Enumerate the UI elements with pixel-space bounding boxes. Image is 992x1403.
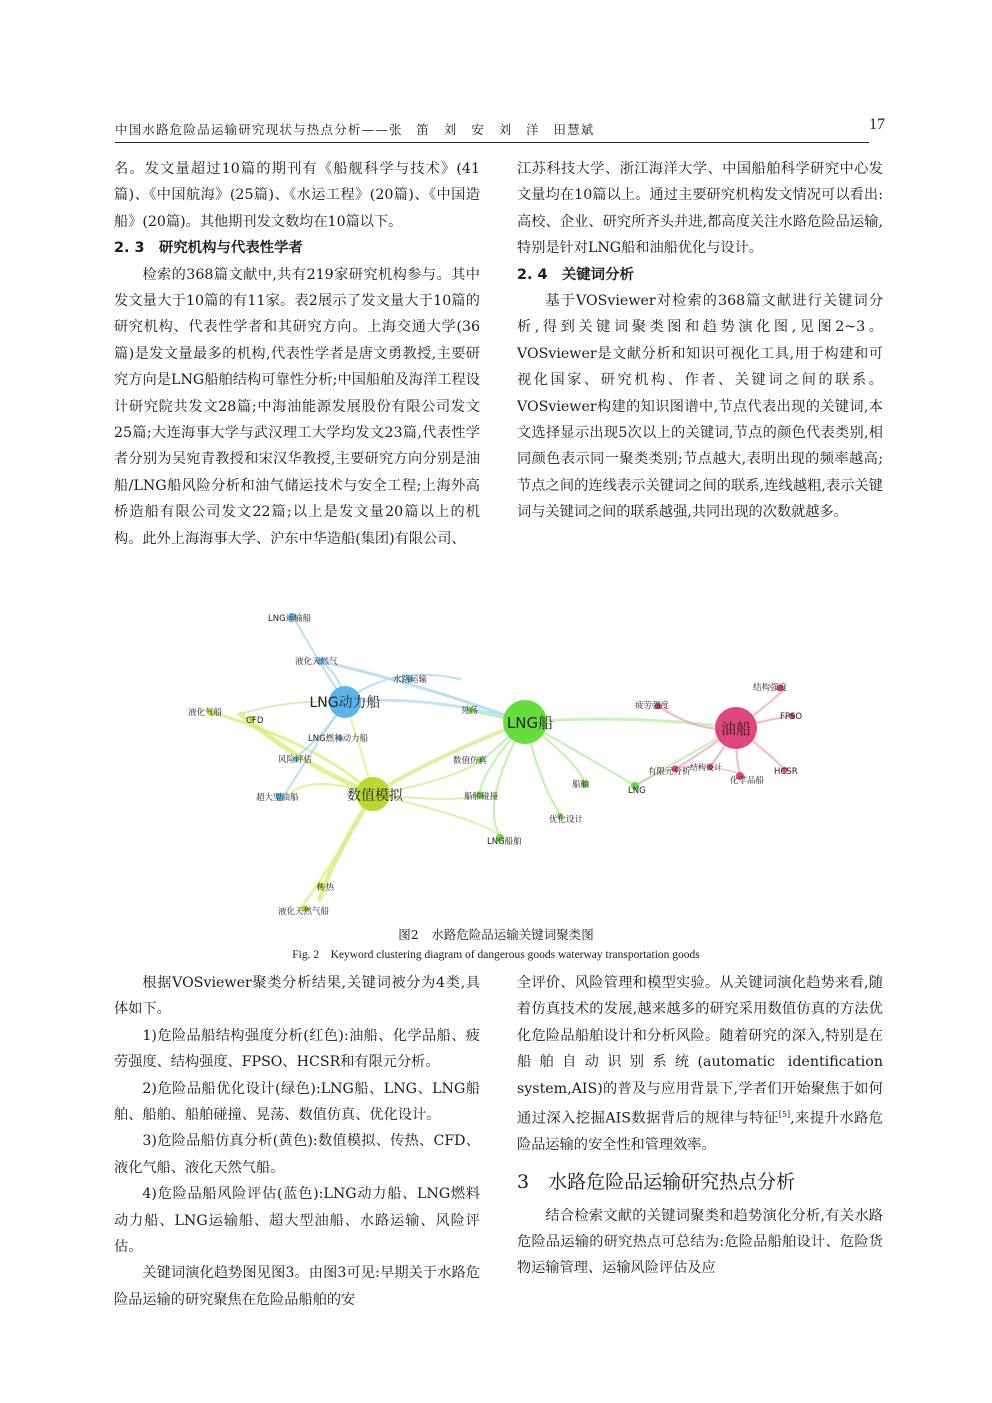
left-column-bottom — [114, 970, 480, 1313]
svg-text:LNG动力船: LNG动力船 — [309, 695, 381, 711]
svg-text:船舶: 船舶 — [572, 780, 590, 790]
paragraph: 基于VOSviewer对检索的368篇文献进行关键词分析,得到关键词聚类图和趋势演化图,见图2~3。VOSviewer是文献分析和知识可视化工具,用于构建和可视化国家、研究机构、作者、关键词之间的联系。VOSviewer构建的知识图谱中,节点代表出现的关键词,本文选择显示出现5次以上的关键词,节点的颜色代表类别,相同颜色表示同一聚类类别;节点越大,表明出现的频率越高;节点之间的连线表示关键词之间的联系,连线越粗,表示关键词与关键词之间的联系越强,共同出现的次数就越多。 — [517, 293, 883, 521]
reference-marker: [5] — [778, 1110, 791, 1120]
figure-caption-en: Fig. 2 Keyword clustering diagram of dangerous goods waterway transportation goods — [292, 949, 700, 961]
left-column-top — [114, 156, 480, 552]
svg-text:HCSR: HCSR — [774, 767, 798, 777]
paragraph: 江苏科技大学、浙江海洋大学、中国船舶科学研究中心发文量均在10篇以上。通过主要研究机构发文情况可以看出:高校、企业、研究所齐头并进,都高度关注水路危险品运输,特别是针对LNG船和油船优化与设计。 — [517, 161, 883, 257]
paragraph: 3)危险品船仿真分析(黄色):数值模拟、传热、CFD、液化气船、液化天然气船。 — [114, 1133, 480, 1176]
svg-text:LNG运输船: LNG运输船 — [268, 614, 312, 624]
paragraph: 关键词演化趋势图见图3。由图3可见:早期关于水路危险品运输的研究聚焦在危险品船舶的安 — [114, 1265, 480, 1308]
node-lng-power — [309, 686, 380, 718]
svg-text:水路运输: 水路运输 — [393, 675, 428, 685]
paragraph: 名。发文量超过10篇的期刊有《船舰科学与技术》(41篇)、《中国航海》(25篇)、《水运工程》(20篇)、《中国造船》(20篇)。其他期刊发文数均在10篇以下。 — [114, 161, 480, 230]
svg-text:油船: 油船 — [720, 720, 752, 738]
page-number: 17 — [869, 116, 885, 133]
paragraph: 结合检索文献的关键词聚类和趋势演化分析,有关水路危险品运输的研究热点可总结为:危险品船舶设计、危险货物运输管理、运输风险评估及应 — [517, 1207, 883, 1277]
svg-text:疲劳强度: 疲劳强度 — [635, 701, 670, 711]
svg-text:液化气船: 液化气船 — [188, 708, 223, 718]
svg-text:传热: 传热 — [317, 883, 335, 893]
paragraph: 1)危险品船结构强度分析(红色):油船、化学品船、疲劳强度、结构强度、FPSO、HCSR和有限元分析。 — [114, 1027, 480, 1071]
svg-text:LNG船: LNG船 — [506, 714, 554, 732]
paragraph: 检索的368篇文献中,共有219家研究机构参与。其中发文量大于10篇的有11家。表2展示了发文量大于10篇的研究机构、代表性学者和其研究方向。上海交通大学(36篇)是发文量最多的机构,代表性学者是唐文勇教授,主要研究方向是LNG船舶结构可靠性分析;中国船舶及海洋工程设计研究院共发文28篇;中海油能源发展股份有限公司发文25篇;大连海事大学与武汉理工大学均发文23篇,代表性学者分别为吴宛青教授和宋汉华教授,主要研究方向分别是油船/LNG船风险分析和油气储运技术与安全工程;上海外高桥造船有限公司发文22篇;以上是发文量20篇以上的机构。此外上海海事大学、沪东中华造船(集团)有限公司、 — [114, 266, 480, 547]
svg-text:LNG燃料动力船: LNG燃料动力船 — [308, 734, 369, 744]
svg-text:优化设计: 优化设计 — [549, 815, 584, 825]
svg-text:晃荡: 晃荡 — [461, 706, 479, 716]
svg-text:数值模拟: 数值模拟 — [347, 788, 403, 804]
svg-text:CFD: CFD — [246, 716, 264, 726]
svg-text:超大型油船: 超大型油船 — [256, 793, 299, 803]
section-heading-3: 3 水路危险品运输研究热点分析 — [517, 1170, 796, 1193]
paragraph-text: ,来提升水路危险品运输的安全性和管理效率。 — [517, 1110, 883, 1154]
node-tanker — [715, 707, 757, 749]
paragraph: 2)危险品船优化设计(绿色):LNG船、LNG、LNG船舶、船舶、船舶碰撞、晃荡、数值仿真、优化设计。 — [114, 1080, 480, 1124]
svg-text:液化天然气船: 液化天然气船 — [278, 907, 330, 917]
keyword-cluster-figure — [180, 604, 820, 924]
figure-caption-cn: 图2 水路危险品运输关键词聚类图 — [398, 927, 594, 942]
header-title: 中国水路危险品运输研究现状与热点分析——张 笛 刘 安 刘 洋 田慧斌 — [115, 122, 595, 137]
section-heading-2-3: 2. 3 研究机构与代表性学者 — [114, 240, 303, 257]
keyword-network-svg — [180, 604, 820, 924]
svg-text:结构强度: 结构强度 — [753, 683, 788, 693]
svg-text:LNG: LNG — [628, 786, 646, 796]
right-column-bottom — [517, 970, 883, 1282]
running-header — [115, 116, 885, 143]
svg-text:化学品船: 化学品船 — [730, 776, 765, 786]
paragraph — [517, 970, 883, 1159]
svg-text:船舶碰撞: 船舶碰撞 — [464, 792, 499, 802]
section-heading-2-4: 2. 4 关键词分析 — [517, 266, 634, 283]
svg-text:风险评估: 风险评估 — [278, 755, 313, 765]
paragraph: 根据VOSviewer聚类分析结果,关键词被分为4类,具体如下。 — [114, 975, 480, 1018]
svg-text:液化天然气: 液化天然气 — [295, 657, 338, 667]
svg-text:FPSO: FPSO — [780, 712, 803, 722]
svg-text:数值仿真: 数值仿真 — [453, 756, 488, 766]
right-column-top — [517, 156, 883, 526]
svg-text:结构设计: 结构设计 — [690, 763, 722, 772]
svg-text:有限元分析: 有限元分析 — [648, 767, 691, 777]
svg-text:LNG船舶: LNG船舶 — [487, 837, 522, 847]
paragraph-text: 全评价、风险管理和模型实验。从关键词演化趋势来看,随着仿真技术的发展,越来越多的研究采用数值仿真的方法优化危险品船舶设计和分析风险。随着研究的深入,特别是在船舶自动识别系统(automatic identification system,AIS)的普及与应用背景下,学者们开始聚焦于如何通过深入挖掘AIS数据背后的规律与特征 — [517, 975, 883, 1127]
paragraph: 4)危险品船风险评估(蓝色):LNG动力船、LNG燃料动力船、LNG运输船、超大型油船、水路运输、风险评估。 — [114, 1186, 480, 1256]
